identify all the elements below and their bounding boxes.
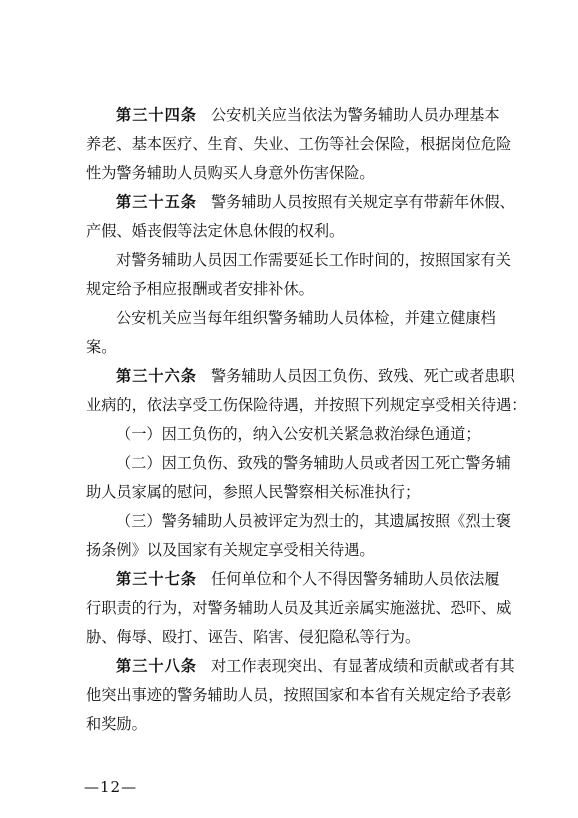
list-item-1 (86, 420, 494, 449)
article-35-line-1 (86, 188, 515, 217)
article-36 (86, 362, 527, 420)
article-38-line-3: 和奖励。 (86, 715, 147, 733)
article-35-line-2: 产假、婚丧假等法定休息休假的权利。 (86, 222, 345, 240)
article-heading: 第三十四条 (116, 106, 197, 124)
article-text: 对工作表现突出、有显著成绩和贡献或者有其 (210, 657, 515, 675)
article-38 (86, 652, 515, 739)
list-item-3 (86, 507, 511, 565)
article-38-line-1 (86, 652, 515, 681)
list-item-line: 扬条例》以及国家有关规定享受相关待遇。 (86, 541, 375, 559)
article-37-line-3: 胁、侮辱、殴打、诬告、陷害、侵犯隐私等行为。 (86, 628, 421, 646)
paragraph-line: 规定给予相应报酬或者安排补休。 (86, 280, 314, 298)
paragraph-line: 对警务辅助人员因工作需要延长工作时间的，按照国家有关 (116, 251, 511, 269)
article-36-line-1 (86, 362, 515, 391)
list-item-line: （一）因工负伤的，纳入公安机关紧急救治绿色通道； (116, 425, 481, 443)
article-text: 任何单位和个人不得因警务辅助人员依法履 (210, 570, 500, 588)
article-35 (86, 188, 515, 246)
list-item-2 (86, 449, 511, 507)
article-heading: 第三十五条 (116, 193, 197, 211)
article-text: 警务辅助人员按照有关规定享有带薪年休假、 (210, 193, 515, 211)
article-heading: 第三十八条 (116, 657, 197, 675)
article-34-line-1 (86, 101, 500, 130)
article-34-line-3: 性为警务辅助人员购买人身意外伤害保险。 (86, 164, 375, 182)
paragraph-line: 公安机关应当每年组织警务辅助人员体检，并建立健康档 (116, 309, 496, 327)
list-item-line: （二）因工负伤、致残的警务辅助人员或者因工死亡警务辅 (116, 454, 511, 472)
paragraph-line: 案。 (86, 338, 117, 356)
article-37-line-1 (86, 565, 500, 594)
article-heading: 第三十七条 (116, 570, 197, 588)
list-item-line: （三）警务辅助人员被评定为烈士的，其遗属按照《烈士褒 (116, 512, 511, 530)
paragraph-overtime (86, 246, 511, 304)
article-text: 警务辅助人员因工负伤、致残、死亡或者患职 (210, 367, 515, 385)
article-34-line-2: 养老、基本医疗、生育、失业、工伤等社会保险，根据岗位危险 (86, 135, 512, 153)
paragraph-health-check (86, 304, 494, 362)
article-38-line-2: 他突出事迹的警务辅助人员，按照国家和本省有关规定给予表彰 (86, 686, 512, 704)
article-heading: 第三十六条 (116, 367, 197, 385)
page-number: —12— (84, 778, 138, 796)
article-37 (86, 565, 512, 652)
article-34 (86, 101, 512, 188)
article-36-line-2: 业病的，依法享受工伤保险待遇，并按照下列规定享受相关待遇： (86, 396, 527, 414)
article-37-line-2: 行职责的行为，对警务辅助人员及其近亲属实施滋扰、恐吓、威 (86, 599, 512, 617)
list-item-line: 助人员家属的慰问，参照人民警察相关标准执行； (86, 483, 421, 501)
article-text: 公安机关应当依法为警务辅助人员办理基本 (210, 106, 500, 124)
